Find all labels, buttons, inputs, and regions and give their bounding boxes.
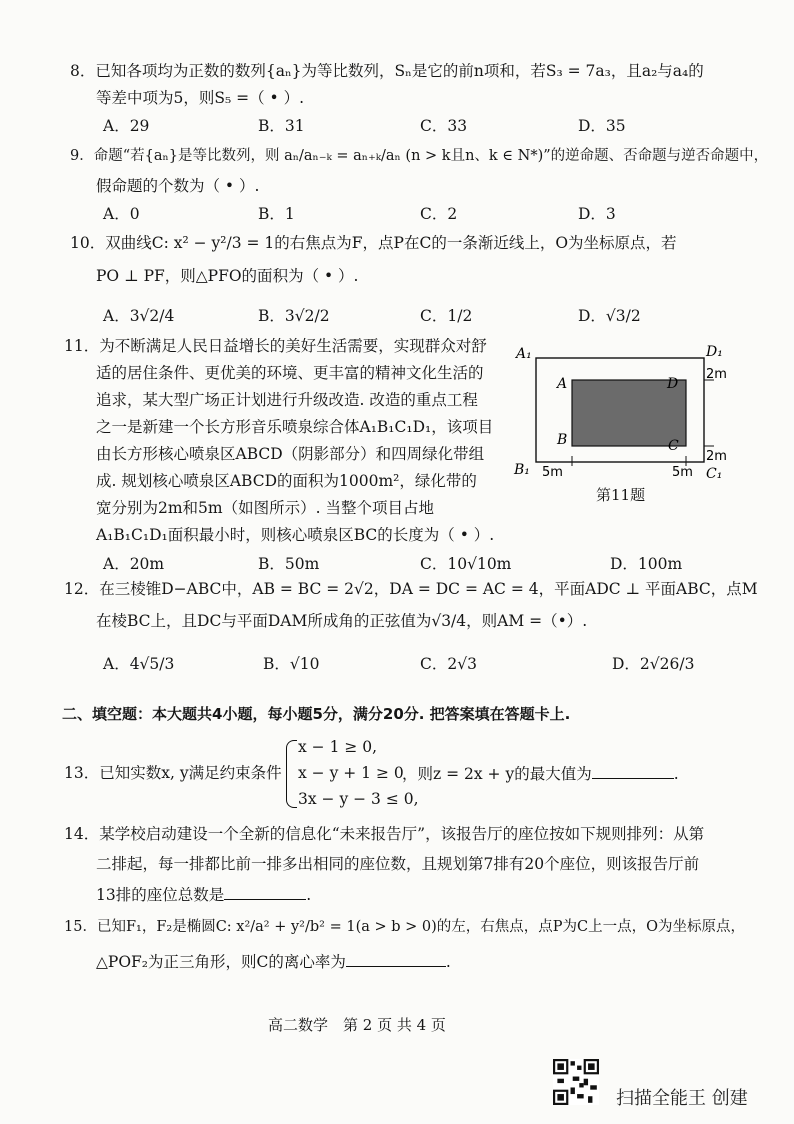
q11-line6: 成. 规划核心喷泉区ABCD的面积为1000m²，绿化带的 (96, 472, 477, 490)
q11-figure-caption: 第11题 (596, 486, 646, 504)
q8-option-c: C．33 (420, 117, 468, 135)
q11-option-b: B．50m (258, 555, 320, 573)
q11-line4: 之一是新建一个长方形音乐喷泉综合体A₁B₁C₁D₁，该项目 (96, 418, 494, 436)
q9-option-c: C．2 (420, 205, 458, 223)
q11-line2: 适的居住条件、更优美的环境、更丰富的精神文化生活的 (96, 364, 484, 382)
q8-option-b: B．31 (258, 117, 305, 135)
q11-option-a: A．20m (103, 555, 165, 573)
q10-line1: 10．双曲线C: x² − y²/3 = 1的右焦点为F，点P在C的一条渐近线上，O为坐标原点，若 (70, 234, 677, 252)
scanner-watermark: 扫描全能王 创建 (616, 1088, 748, 1109)
label-c1: C₁ (706, 466, 723, 482)
label-d: D (667, 376, 679, 392)
q10-option-a: A．3√2/4 (103, 307, 175, 325)
q11-line7: 宽分别为2m和5m（如图所示）. 当整个项目占地 (96, 499, 434, 517)
label-2m-bottom: 2m (706, 449, 727, 464)
label-a: A (557, 376, 568, 392)
q10-option-c: C．1/2 (420, 307, 473, 325)
q12-line1: 12．在三棱锥D−ABC中，AB = BC = 2√2，DA = DC = AC = 4，平面ADC ⊥ 平面ABC，点M (64, 580, 758, 598)
q14-line3: 13排的座位总数是 (96, 886, 225, 904)
q15-answer-blank (346, 950, 446, 967)
q13-answer-blank (592, 762, 674, 779)
q14-line1: 14．某学校启动建设一个全新的信息化“未来报告厅”，该报告厅的座位按如下规则排列：从第 (64, 825, 705, 843)
q14-line3-wrap: 13排的座位总数是 . (96, 883, 311, 906)
q13-brace (286, 740, 297, 808)
q14-answer-blank (224, 883, 306, 900)
q11-line5: 由长方形核心喷泉区ABCD（阴影部分）和四周绿化带组 (96, 445, 485, 463)
q9-line2: 假命题的个数为（ • ）. (96, 177, 260, 195)
q10-option-b: B．3√2/2 (258, 307, 330, 325)
q15-line1: 15．已知F₁，F₂是椭圆C: x²/a² + y²/b² = 1(a > b > 0)的左，右焦点，点P为C上一点，O为坐标原点， (64, 919, 746, 935)
q11-figure (512, 344, 742, 504)
q12-line2: 在棱BC上，且DC与平面DAM所成角的正弦值为√3/4，则AM =（•）. (96, 612, 588, 630)
label-2m-top: 2m (706, 367, 727, 382)
q12-option-d: D．2√26/3 (612, 655, 695, 673)
q8-line1: 8．已知各项均为正数的数列{aₙ}为等比数列，Sₙ是它的前n项和，若S₃ = 7a₃，且a₂与a₄的 (70, 62, 704, 80)
q12-option-b: B．√10 (263, 655, 320, 673)
q15-line2-wrap: △POF₂为正三角形，则C的离心率为 . (96, 950, 451, 973)
q9-line1: 9．命题“若{aₙ}是等比数列，则 aₙ/aₙ₋ₖ = aₙ₊ₖ/aₙ (n > k且n、k ∈ N*)”的逆命题、否命题与逆否命题中， (70, 148, 769, 164)
q11-line1: 11．为不断满足人民日益增长的美好生活需要，实现群众对舒 (64, 337, 487, 355)
q8-option-a: A．29 (103, 117, 150, 135)
q12-option-c: C．2√3 (420, 655, 477, 673)
q11-option-c: C．10√10m (420, 555, 512, 573)
q13-constraint-3: 3x − y − 3 ≤ 0, (298, 790, 419, 808)
q15-line2: △POF₂为正三角形，则C的离心率为 (96, 953, 346, 971)
q13-suffix: ，则z = 2x + y的最大值为 . (402, 762, 679, 785)
page-footer: 高二数学 第 2 页 共 4 页 (268, 1016, 446, 1034)
q10-line2: PO ⊥ PF，则△PFO的面积为（ • ）. (96, 267, 359, 285)
q11-line8: A₁B₁C₁D₁面积最小时，则核心喷泉区BC的长度为（ • ）. (96, 526, 495, 544)
q9-option-b: B．1 (258, 205, 295, 223)
label-a1: A₁ (516, 346, 532, 362)
label-b1: B₁ (514, 462, 530, 478)
q13-constraint-1: x − 1 ≥ 0, (298, 738, 378, 756)
q12-option-a: A．4√5/3 (103, 655, 175, 673)
label-d1: D₁ (706, 344, 723, 360)
q8-line2: 等差中项为5，则S₅ =（ • ）. (96, 89, 305, 107)
q13-prefix: 13．已知实数x, y满足约束条件 (64, 764, 282, 782)
label-c: C (668, 438, 679, 454)
q13-constraint-2: x − y + 1 ≥ 0 (298, 764, 404, 782)
q11-line3: 追求，某大型广场正计划进行升级改造. 改造的重点工程 (96, 391, 478, 409)
q13-suffix-text: ，则z = 2x + y的最大值为 (402, 765, 592, 783)
section-heading: 二、填空题：本大题共4小题，每小题5分，满分20分. 把答案填在答题卡上. (62, 705, 571, 723)
q9-option-a: A．0 (103, 205, 140, 223)
q8-option-d: D．35 (578, 117, 626, 135)
q10-option-d: D．√3/2 (578, 307, 641, 325)
label-5m-left: 5m (542, 465, 563, 480)
q9-option-d: D．3 (578, 205, 616, 223)
label-b: B (557, 432, 568, 448)
q11-option-d: D．100m (610, 555, 683, 573)
qr-code-icon (553, 1059, 599, 1105)
q14-line2: 二排起，每一排都比前一排多出相同的座位数，且规划第7排有20个座位，则该报告厅前 (96, 855, 700, 873)
label-5m-right: 5m (672, 465, 693, 480)
